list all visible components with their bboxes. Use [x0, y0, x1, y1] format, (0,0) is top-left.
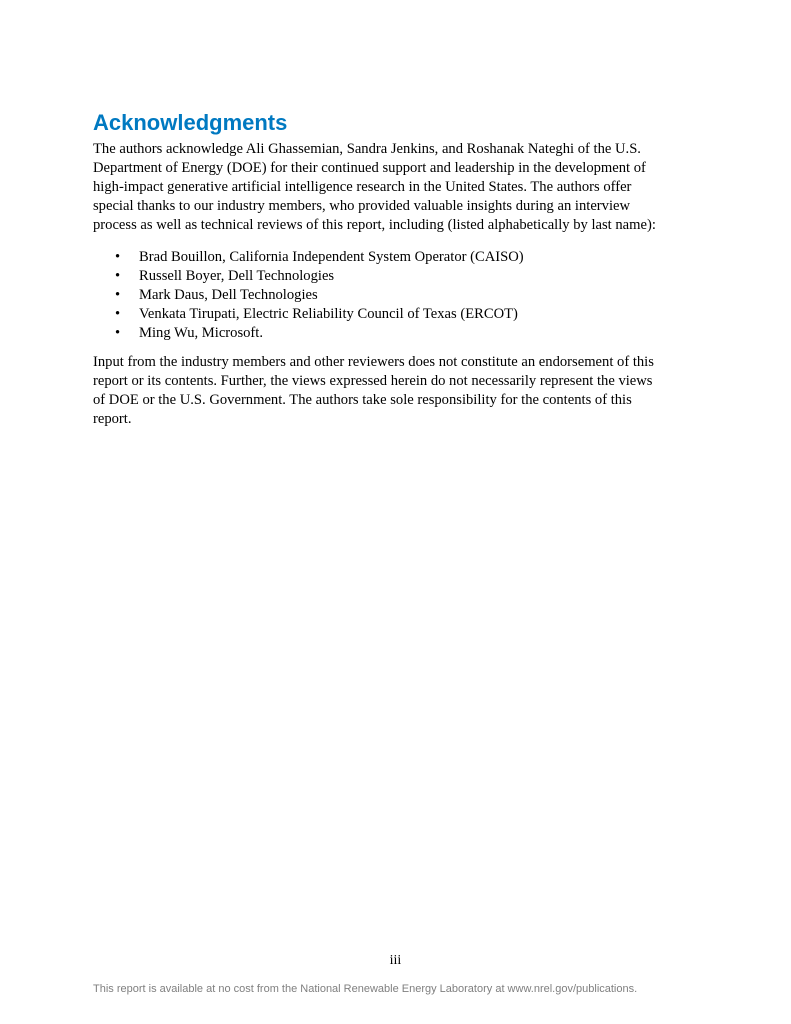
bullet-icon: • — [115, 325, 121, 341]
intro-line: The authors acknowledge Ali Ghassemian, Sandra Jenkins, and Roshanak Nateghi of the U.S. — [93, 141, 641, 157]
bullet-icon: • — [115, 306, 121, 322]
list-item — [93, 267, 693, 286]
list-item — [93, 324, 693, 343]
reviewer-name: Mark Daus, Dell Technologies — [139, 287, 318, 303]
reviewer-name: Venkata Tirupati, Electric Reliability Council of Texas (ERCOT) — [139, 306, 518, 322]
reviewer-name: Brad Bouillon, California Independent System Operator (CAISO) — [139, 249, 524, 265]
intro-line: special thanks to our industry members, who provided valuable insights during an interview — [93, 198, 631, 214]
list-item — [93, 286, 693, 305]
disclaimer-line: Input from the industry members and other reviewers does not constitute an endorsement of this — [93, 354, 654, 370]
intro-line: process as well as technical reviews of this report, including (listed alphabetically by last name): — [93, 217, 656, 233]
footer-notice: This report is available at no cost from the National Renewable Energy Laboratory at www.nrel.gov/publications. — [93, 983, 638, 995]
intro-line: Department of Energy (DOE) for their continued support and leadership in the development of — [93, 160, 646, 176]
list-item — [93, 305, 693, 324]
reviewer-name: Russell Boyer, Dell Technologies — [139, 268, 335, 284]
section-heading: Acknowledgments — [93, 110, 288, 135]
bullet-icon: • — [115, 268, 121, 284]
disclaimer-paragraph — [93, 353, 693, 429]
intro-line: high-impact generative artificial intelligence research in the United States. The authors offer — [93, 179, 632, 195]
reviewer-list — [93, 248, 693, 343]
bullet-icon: • — [115, 249, 121, 265]
disclaimer-line: of DOE or the U.S. Government. The authors take sole responsibility for the contents of this — [93, 392, 632, 408]
page-number: iii — [389, 953, 402, 968]
bullet-icon: • — [115, 287, 121, 303]
list-item — [93, 248, 693, 267]
intro-paragraph — [93, 140, 693, 235]
disclaimer-line: report. — [93, 411, 132, 427]
reviewer-name: Ming Wu, Microsoft. — [139, 325, 263, 341]
page-content — [93, 110, 693, 429]
disclaimer-line: report or its contents. Further, the views expressed herein do not necessarily represent the views — [93, 373, 653, 389]
